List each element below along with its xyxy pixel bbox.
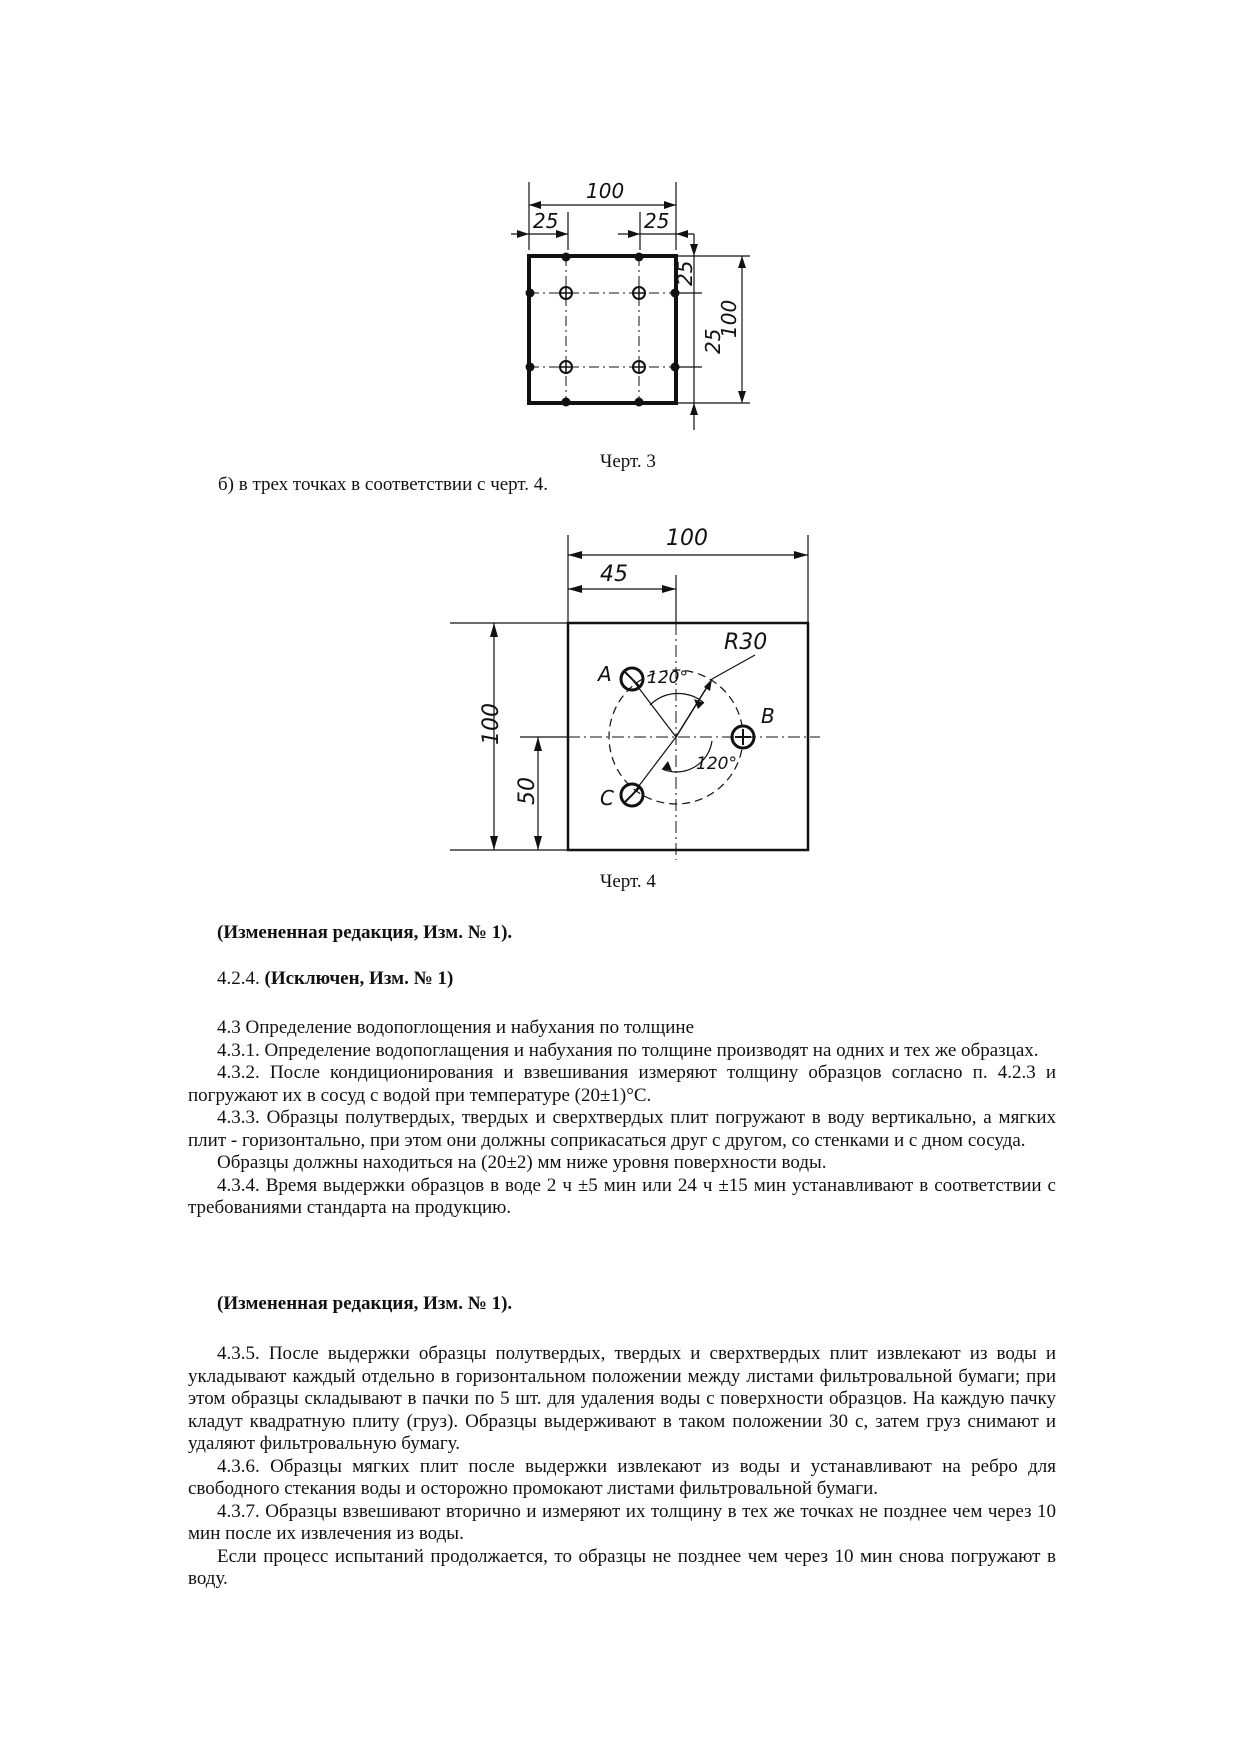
figure-4-drawing — [450, 515, 830, 860]
figure-3-svg — [486, 172, 786, 452]
clause-424-number: 4.2.4. — [217, 968, 260, 989]
paragraph-434: 4.3.4. Время выдержки образцов в воде 2 ч ±5 мин или 24 ч ±15 мин устанавливают в соответствии с требованиями стандарта на продукцию. — [188, 1174, 1056, 1218]
paragraph-437-b: Если процесс испытаний продолжается, то образцы не позднее чем через 10 мин снова погружают в воду. — [188, 1545, 1056, 1589]
paragraph-437: 4.3.7. Образцы взвешивают вторично и измеряют их толщину в тех же точках не позднее чем через 10 мин после их извлечения из воды. — [188, 1500, 1056, 1544]
paragraph-432: 4.3.2. После кондиционирования и взвешивания измеряют толщину образцов согласно п. 4.2.3 и погружают их в сосуд с водой при температуре (20±1)°С. — [188, 1062, 1056, 1106]
paragraph-436: 4.3.6. Образцы мягких плит после выдержки извлекают из воды и устанавливают на ребро для свободного стекания воды и осторожно промокают листами фильтровальной бумаги. — [188, 1455, 1056, 1499]
figure-4-svg — [450, 515, 830, 860]
fig4-dim-left-100: 100 — [479, 703, 504, 745]
paragraph-435: 4.3.5. После выдержки образцы полутвердых, твердых и сверхтвердых плит извлекают из воды и укладывают каждый отдельно в горизонтальном положении между листами фильтровальной бумаги; при этом образцы складывают в пачки по 5 шт. для удаления воды с поверхности образцов. На каждую пачку кладут квадратную плиту (груз). Образцы выдерживают в таком положении 30 с, затем груз снимают и удаляют фильтровальную бумагу. — [188, 1343, 1056, 1454]
section-43-heading: 4.3 Определение водопоглощения и набухания по толщине — [217, 1017, 695, 1038]
paragraph-431: 4.3.1. Определение водопоглащения и набухания по толщине производят на одних и тех же образцах. — [217, 1039, 1039, 1061]
fig3-dim-side-25-bottom: 25 — [701, 328, 725, 354]
fig3-dim-right-25: 25 — [644, 209, 670, 233]
figure-3-caption: Черт. 3 — [600, 451, 656, 472]
figure-4-caption: Черт. 4 — [600, 871, 656, 892]
clause-424 — [188, 968, 1056, 991]
fig4-angle-bottom: 120° — [696, 754, 737, 774]
fig4-dim-left-50: 50 — [515, 777, 540, 805]
fig4-point-a: A — [598, 662, 612, 686]
section-43-block — [188, 1017, 1056, 1220]
clause-424-block — [188, 968, 1056, 991]
fig3-dim-top-100: 100 — [586, 179, 625, 203]
fig4-dim-top-100: 100 — [666, 526, 708, 551]
fig3-dim-side-100: 100 — [717, 299, 741, 338]
subitem-b: б) в трех точках в соответствии с черт. 4. — [218, 474, 549, 495]
figure-3-drawing — [486, 172, 786, 452]
edit-note-1-block — [188, 922, 1056, 945]
fig4-point-c: C — [600, 786, 614, 810]
fig4-point-b: B — [761, 704, 775, 728]
fig4-dim-radius: R30 — [724, 630, 768, 655]
edit-note-1: (Измененная редакция, Изм. № 1). — [217, 922, 513, 943]
paragraph-433-b: Образцы должны находиться на (20±2) мм ниже уровня поверхности воды. — [217, 1152, 827, 1173]
paragraph-433: 4.3.3. Образцы полутвердых, твердых и сверхтвердых плит погружают в воду вертикально, а мягких плит - горизонтально, при этом они должны соприкасаться друг с другом, со стенками и с дном сосуда. — [188, 1107, 1056, 1151]
edit-note-2-block — [188, 1293, 1056, 1316]
edit-note-2: (Измененная редакция, Изм. № 1). — [217, 1293, 513, 1314]
fig4-angle-top: 120° — [647, 668, 688, 688]
fig3-dim-side-25-top: 25 — [673, 260, 697, 286]
clause-424-excluded: (Исключен, Изм. № 1) — [264, 968, 454, 989]
section-435-block — [188, 1343, 1056, 1591]
fig3-dim-left-25: 25 — [533, 209, 559, 233]
fig4-dim-top-45: 45 — [600, 562, 628, 587]
